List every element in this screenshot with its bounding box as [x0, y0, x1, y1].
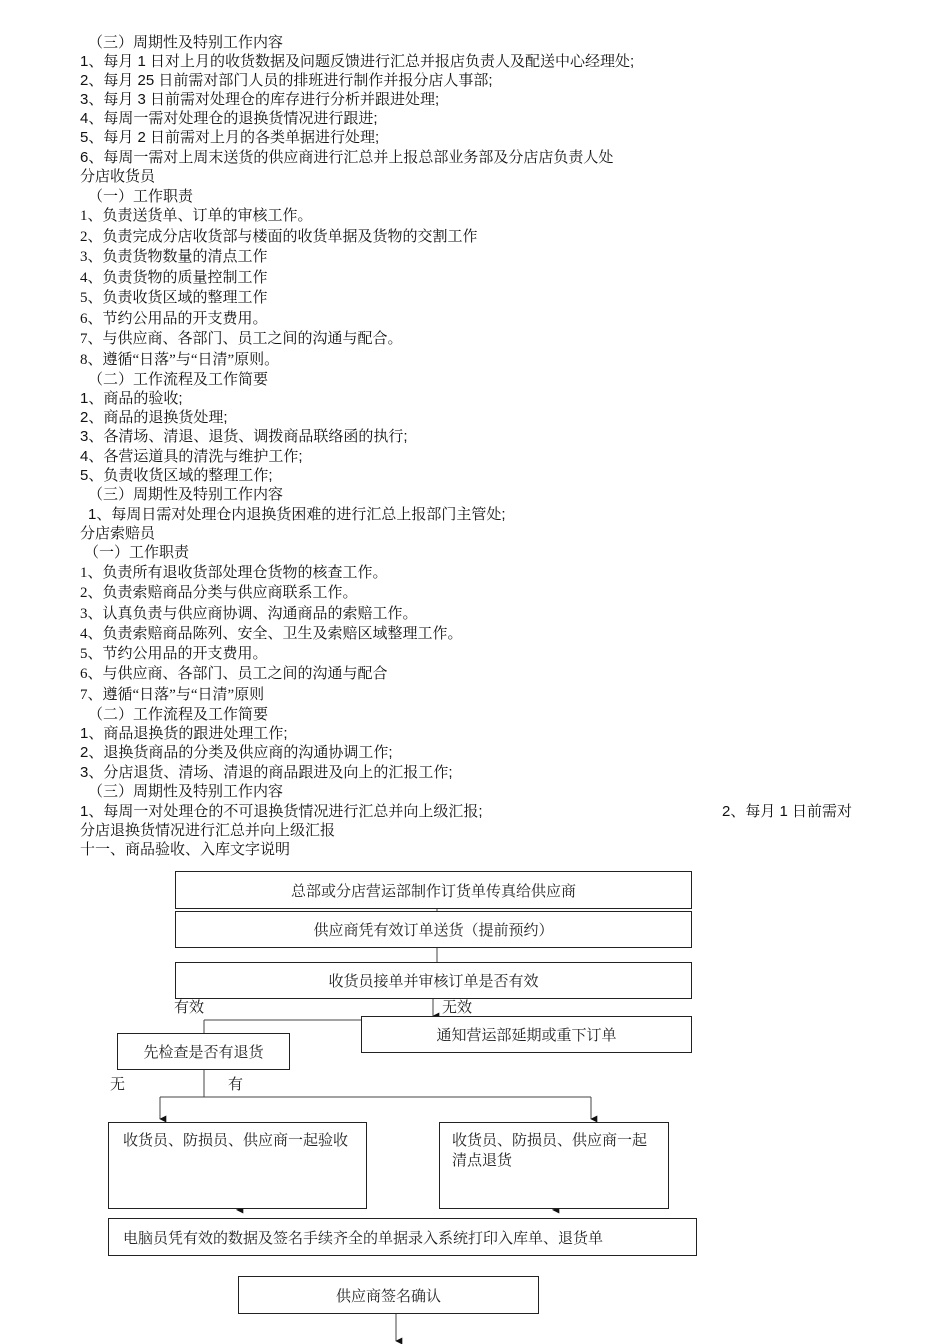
- section-heading: （三）周期性及特别工作内容: [88, 486, 284, 503]
- branch-label-no-return: 无: [110, 1077, 126, 1093]
- list-item: 5、每月 2 日前需对上月的各类单据进行处理;: [80, 129, 380, 146]
- list-item: 1、每周日需对处理仓内退换货困难的进行汇总上报部门主管处;: [88, 506, 506, 523]
- list-item: 5、负责收货区域的整理工作: [80, 290, 268, 306]
- role-title: 分店收货员: [80, 169, 156, 185]
- list-item: 3、每月 3 日前需对处理仓的库存进行分析并跟进处理;: [80, 91, 440, 108]
- list-item: 2、商品的退换货处理;: [80, 409, 228, 426]
- section-heading: （二）工作流程及工作简要: [88, 371, 269, 388]
- list-item: 1、负责送货单、订单的审核工作。: [80, 208, 313, 224]
- list-item: 5、节约公用品的开支费用。: [80, 646, 268, 662]
- list-item: 4、负责索赔商品陈列、安全、卫生及索赔区域整理工作。: [80, 626, 463, 642]
- list-item: 1、每周一对处理仓的不可退换货情况进行汇总并向上级汇报;: [80, 803, 483, 820]
- flow-step-notify-operations: 通知营运部延期或重下订单: [361, 1016, 692, 1053]
- role-title: 分店索赔员: [80, 526, 156, 542]
- list-item: 3、认真负责与供应商协调、沟通商品的索赔工作。: [80, 606, 418, 622]
- branch-label-has-return: 有: [228, 1077, 244, 1093]
- list-item: 2、负责完成分店收货部与楼面的收货单据及货物的交割工作: [80, 229, 478, 245]
- list-item: 4、各营运道具的清洗与维护工作;: [80, 448, 303, 465]
- list-item: 1、负责所有退收货部处理仓货物的核查工作。: [80, 565, 388, 581]
- list-item: 1、商品退换货的跟进处理工作;: [80, 725, 288, 742]
- flow-step-order-fax: 总部或分店营运部制作订货单传真给供应商: [175, 871, 692, 909]
- section-heading: （三）周期性及特别工作内容: [88, 783, 284, 800]
- branch-label-valid: 有效: [174, 1000, 205, 1016]
- list-item: 2、退换货商品的分类及供应商的沟通协调工作;: [80, 744, 393, 761]
- section-title: 十一、商品验收、入库文字说明: [80, 842, 291, 858]
- list-item: 4、负责货物的质量控制工作: [80, 270, 268, 286]
- list-item: 6、与供应商、各部门、员工之间的沟通与配合: [80, 666, 388, 682]
- flow-step-joint-inspection: 收货员、防损员、供应商一起验收: [108, 1122, 367, 1209]
- flow-step-supplier-confirm: 供应商签名确认: [238, 1276, 539, 1314]
- section-heading: （二）工作流程及工作简要: [88, 706, 269, 723]
- list-item: 3、各清场、清退、退货、调拨商品联络函的执行;: [80, 428, 408, 445]
- list-item: 1、商品的验收;: [80, 390, 183, 407]
- list-item: 1、每月 1 日对上月的收货数据及问题反馈进行汇总并报店负责人及配送中心经理处;: [80, 53, 635, 70]
- list-item: 3、分店退货、清场、清退的商品跟进及向上的汇报工作;: [80, 764, 453, 781]
- list-item: 7、遵循“日落”与“日清”原则: [80, 687, 265, 703]
- section-heading: （一）工作职责: [84, 545, 190, 561]
- branch-label-invalid: 无效: [442, 1000, 473, 1016]
- flow-step-system-entry: 电脑员凭有效的数据及签名手续齐全的单据录入系统打印入库单、退货单: [108, 1218, 697, 1256]
- list-item: 分店退换货情况进行汇总并向上级汇报: [80, 822, 336, 839]
- list-item: 6、每周一需对上周末送货的供应商进行汇总并上报总部业务部及分店店负责人处: [80, 149, 614, 166]
- flow-step-check-returns: 先检查是否有退货: [117, 1033, 290, 1070]
- list-item: 2、每月 1 日前需对: [722, 803, 853, 820]
- list-item: 4、每周一需对处理仓的退换货情况进行跟进;: [80, 110, 378, 127]
- list-item: 8、遵循“日落”与“日清”原则。: [80, 352, 280, 368]
- list-item: 3、负责货物数量的清点工作: [80, 249, 268, 265]
- section-heading: （三）周期性及特别工作内容: [88, 34, 284, 51]
- list-item: 2、每月 25 日前需对部门人员的排班进行制作并报分店人事部;: [80, 72, 493, 89]
- flow-step-supplier-delivery: 供应商凭有效订单送货（提前预约）: [175, 911, 692, 948]
- list-item: 7、与供应商、各部门、员工之间的沟通与配合。: [80, 331, 403, 347]
- list-item: 2、负责索赔商品分类与供应商联系工作。: [80, 585, 358, 601]
- list-item: 5、负责收货区域的整理工作;: [80, 467, 273, 484]
- flow-step-verify-order: 收货员接单并审核订单是否有效: [175, 962, 692, 999]
- section-heading: （一）工作职责: [88, 188, 194, 205]
- flow-step-count-returns: 收货员、防损员、供应商一起清点退货: [439, 1122, 669, 1209]
- list-item: 6、节约公用品的开支费用。: [80, 311, 268, 327]
